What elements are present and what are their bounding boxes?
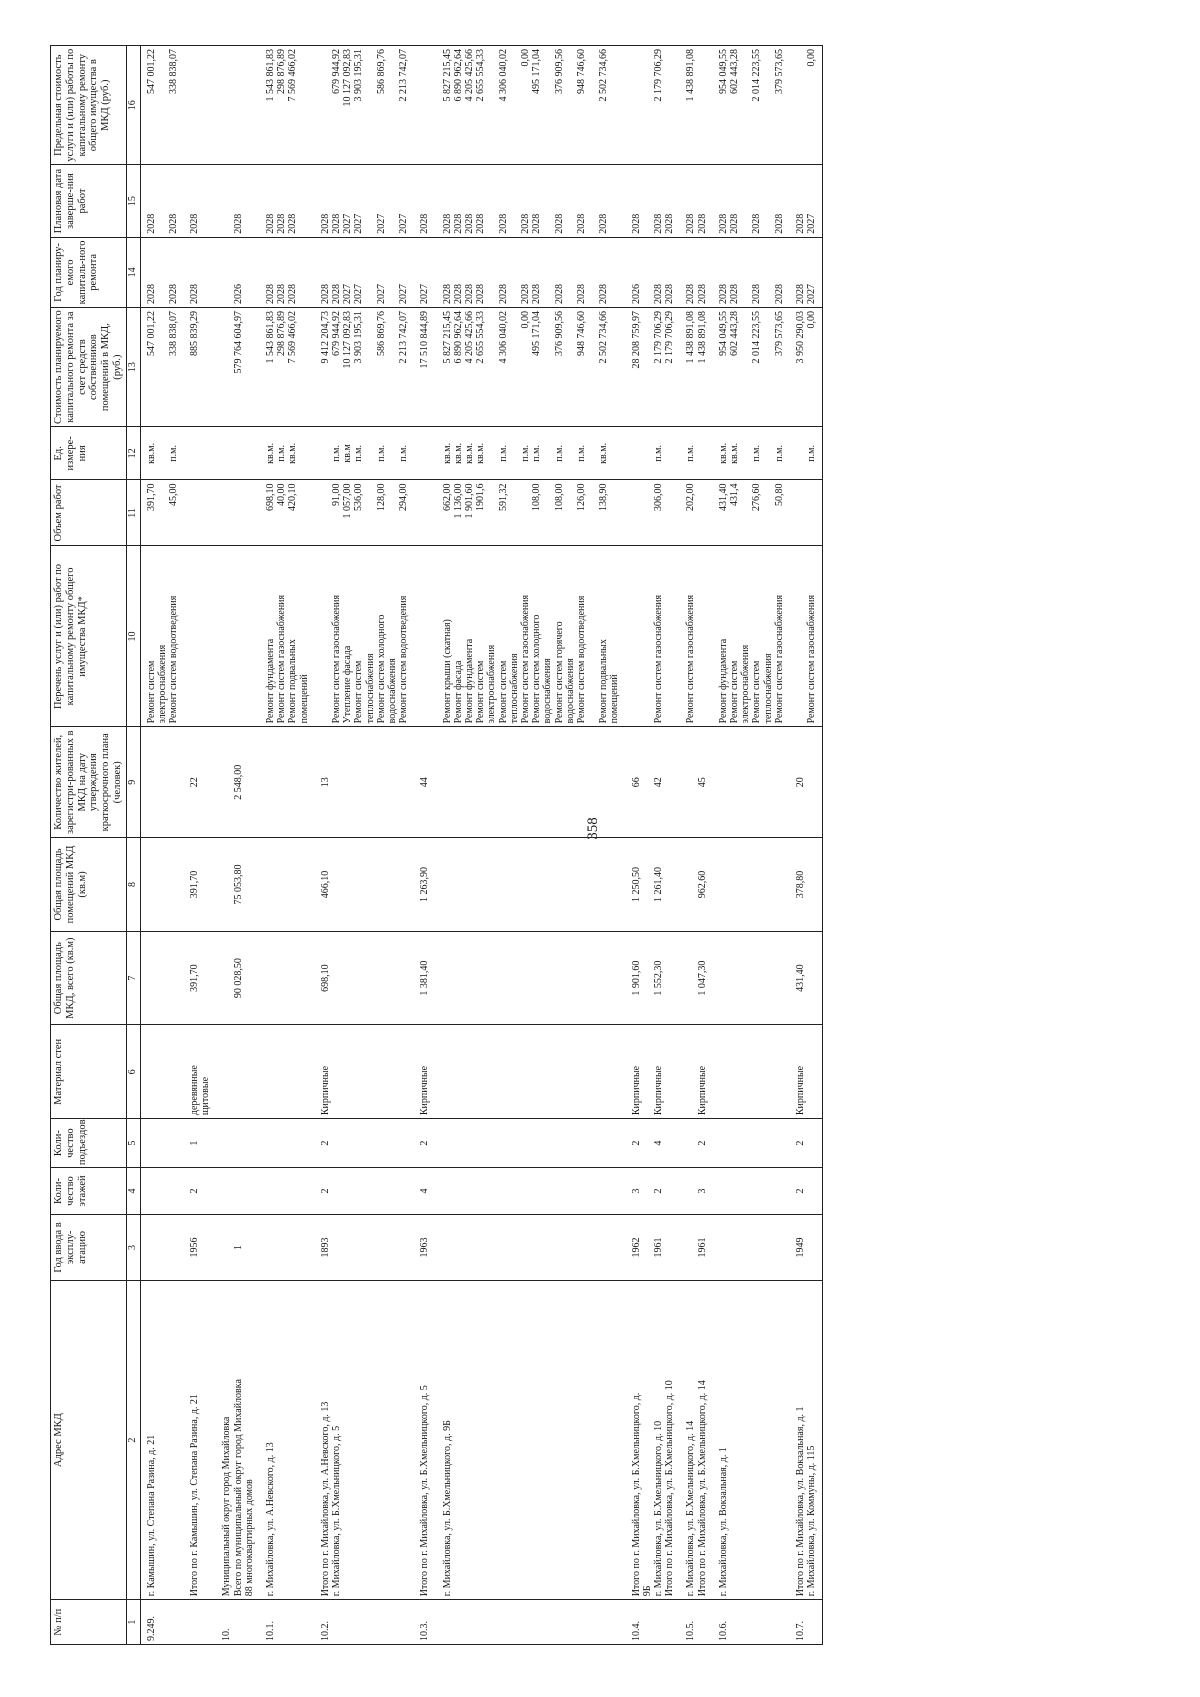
column-number: 13 [126, 308, 140, 427]
year-built-cell: 1949 [790, 1214, 823, 1280]
row-number: 10.4. [626, 1600, 681, 1645]
row-number: 10.7. [790, 1600, 823, 1645]
repair-year-cell: 2026 [216, 237, 260, 307]
premises-area-cell: 391,70 [184, 838, 216, 932]
cost-cell: 579 764 604,97 [216, 308, 260, 427]
unit-cell [184, 427, 216, 480]
cost-cell: 1 543 861,83 298 876,89 7 569 466,02 [260, 308, 315, 427]
max-cost-cell: 2 179 706,29 [626, 46, 681, 165]
column-number: 10 [126, 546, 140, 727]
cost-cell: 9 412 204,73 679 944,92 10 127 092,83 3 903 195,31 586 869,76 2 213 742,07 [315, 308, 415, 427]
works-list-cell: Ремонт фундамента Ремонт систем электроснабжения Ремонт систем теплоснабжения Ремонт систем газоснабжения [713, 546, 790, 727]
address-cell: г. Камышин, ул. Степана Разина, д. 21 [140, 1280, 184, 1599]
premises-area-cell: 75 053,80 [216, 838, 260, 932]
repair-year-cell: 2028 2028 2028 [260, 237, 315, 307]
column-number: 8 [126, 838, 140, 932]
address-cell: г. Михайловка, ул. А.Невского, д. 13 [260, 1280, 315, 1599]
floors-cell: 2 [315, 1168, 415, 1215]
completion-date-cell: 2028 [216, 165, 260, 237]
header-cell: Коли-чество этажей [51, 1168, 127, 1215]
header-cell: Общая площадь помещений МКД (кв.м) [51, 838, 127, 932]
row-number: 10.5. [680, 1600, 712, 1645]
address-cell: Итого по г. Михайловка, ул. Б.Хмельницкого, д. 5 г. Михайловка, ул. Б.Хмельницкого, д. 9Б [414, 1280, 625, 1599]
max-cost-cell: 1 543 861,83 298 876,89 7 569 466,02 [260, 46, 315, 165]
entrances-cell [713, 1119, 790, 1168]
floors-cell [260, 1168, 315, 1215]
floors-cell: 2 [184, 1168, 216, 1215]
floors-cell: 2 [790, 1168, 823, 1215]
volume-cell [216, 480, 260, 546]
header-cell: Общая площадь МКД, всего (кв.м) [51, 931, 127, 1025]
repair-year-cell: 2028 2028 2028 2028 [713, 237, 790, 307]
works-list-cell: Ремонт систем электроснабжения Ремонт систем водоотведения [140, 546, 184, 727]
premises-area-cell: 1 250,50 1 261,40 [626, 838, 681, 932]
cost-cell: 885 839,29 [184, 308, 216, 427]
completion-date-cell: 2028 2028 [680, 165, 712, 237]
year-built-cell: 1961 [680, 1214, 712, 1280]
unit-cell: п.м. [790, 427, 823, 480]
year-built-cell: 1 [216, 1214, 260, 1280]
premises-area-cell [713, 838, 790, 932]
repair-year-cell: 2028 2028 2027 2027 2027 2027 [315, 237, 415, 307]
total-area-cell: 391,70 [184, 931, 216, 1025]
volume-cell: 202,00 [680, 480, 712, 546]
entrances-cell: 1 [184, 1119, 216, 1168]
repair-year-cell: 2028 [184, 237, 216, 307]
wall-material-cell: Кирпичные [414, 1025, 625, 1119]
year-built-cell [260, 1214, 315, 1280]
repair-year-cell: 2028 2028 [140, 237, 184, 307]
entrances-cell: 2 [680, 1119, 712, 1168]
max-cost-cell: 0,00 [790, 46, 823, 165]
unit-cell: кв.м. п.м. [140, 427, 184, 480]
wall-material-cell [713, 1025, 790, 1119]
wall-material-cell [260, 1025, 315, 1119]
row-number: 10.2. [315, 1600, 415, 1645]
repair-year-cell: 2028 2028 [680, 237, 712, 307]
premises-area-cell: 378,80 [790, 838, 823, 932]
table-row [315, 46, 415, 1645]
floors-cell [140, 1168, 184, 1215]
cost-cell: 1 438 891,08 1 438 891,08 [680, 308, 712, 427]
header-cell: Плановая дата заверше-ния работ [51, 165, 127, 237]
completion-date-cell: 2028 2028 2027 2027 2027 2027 [315, 165, 415, 237]
unit-cell [216, 427, 260, 480]
column-number: 14 [126, 237, 140, 307]
max-cost-cell [216, 46, 260, 165]
cost-cell: 547 001,22 338 838,07 [140, 308, 184, 427]
entrances-cell: 2 [315, 1119, 415, 1168]
volume-cell [790, 480, 823, 546]
cost-cell: 17 510 844,89 5 827 215,45 6 890 962,64 4 205 425,66 2 655 554,33 4 306 040,02 0,00 495 171,04 376 909,56 948 746,60 2 502 734,66 [414, 308, 625, 427]
year-built-cell: 1956 [184, 1214, 216, 1280]
volume-cell: 431,40 431,4 276,60 50,80 [713, 480, 790, 546]
residents-cell: 20 [790, 727, 823, 838]
volume-cell: 698,10 40,00 420,10 [260, 480, 315, 546]
row-number: 10.1. [260, 1600, 315, 1645]
residents-cell [140, 727, 184, 838]
table-row [790, 46, 823, 1645]
address-cell: г. Михайловка, ул. Вокзальная, д. 1 [713, 1280, 790, 1599]
address-cell: Итого по г. Михайловка, ул. Вокзальная, д. 1 г. Михайловка, ул. Коммуны, д. 115 [790, 1280, 823, 1599]
header-cell: Год планиру-емого капиталь-ного ремонта [51, 237, 127, 307]
residents-cell: 66 42 [626, 727, 681, 838]
completion-date-cell: 2028 2028 2028 2028 [713, 165, 790, 237]
completion-date-cell: 2028 2027 [790, 165, 823, 237]
table-row [260, 46, 315, 1645]
volume-cell: 391,70 45,00 [140, 480, 184, 546]
floors-cell [713, 1168, 790, 1215]
column-number: 16 [126, 46, 140, 165]
address-cell: Итого по г. Михайловка, ул. Б.Хмельницкого, д. 9Б г. Михайловка, ул. Б.Хмельницкого, д. 10 Итого по г. Михайловка, ул. Б.Хмельницкого, д. 10 [626, 1280, 681, 1599]
header-cell: Ед. измере-ния [51, 427, 127, 480]
column-number: 3 [126, 1214, 140, 1280]
entrances-cell: 2 4 [626, 1119, 681, 1168]
volume-cell [184, 480, 216, 546]
year-built-cell [140, 1214, 184, 1280]
total-area-cell: 698,10 [315, 931, 415, 1025]
max-cost-cell: 5 827 215,45 6 890 962,64 4 205 425,66 2 655 554,33 4 306 040,02 0,00 495 171,04 376 909,56 948 746,60 2 502 734,66 [414, 46, 625, 165]
premises-area-cell: 962,60 [680, 838, 712, 932]
column-number: 9 [126, 727, 140, 838]
premises-area-cell [260, 838, 315, 932]
total-area-cell: 1 381,40 [414, 931, 625, 1025]
max-cost-cell: 954 049,55 602 443,28 2 014 223,55 379 573,65 [713, 46, 790, 165]
column-number: 11 [126, 480, 140, 546]
volume-cell: 662,00 1 136,00 1 901,60 1901,6 591,32 108,00 108,00 126,00 138,90 [414, 480, 625, 546]
year-built-cell: 1962 1961 [626, 1214, 681, 1280]
completion-date-cell: 2028 2028 2028 [260, 165, 315, 237]
max-cost-cell: 1 438 891,08 [680, 46, 712, 165]
residents-cell: 44 [414, 727, 625, 838]
unit-cell: п.м. кв.м п.м. п.м. п.м. [315, 427, 415, 480]
header-cell: Адрес МКД [51, 1280, 127, 1599]
floors-cell [216, 1168, 260, 1215]
column-number: 6 [126, 1025, 140, 1119]
header-cell: Год ввода в эксплу-атацию [51, 1214, 127, 1280]
entrances-cell: 2 [790, 1119, 823, 1168]
entrances-cell [260, 1119, 315, 1168]
floors-cell: 3 [680, 1168, 712, 1215]
table-row [626, 46, 681, 1645]
completion-date-cell: 2028 2028 2028 [626, 165, 681, 237]
total-area-cell: 90 028,50 [216, 931, 260, 1025]
row-number [184, 1600, 216, 1645]
address-cell: г. Михайловка, ул. Б.Хмельницкого, д. 14 Итого по г. Михайловка, ул. Б.Хмельницкого, д. 14 [680, 1280, 712, 1599]
premises-area-cell: 466,10 [315, 838, 415, 932]
unit-cell: п.м. [626, 427, 681, 480]
residents-cell: 13 [315, 727, 415, 838]
year-built-cell: 1893 [315, 1214, 415, 1280]
wall-material-cell: Кирпичные [680, 1025, 712, 1119]
header-cell: Перечень услуг и (или) работ по капитальному ремонту общего имущества МКД* [51, 546, 127, 727]
header-cell: Материал стен [51, 1025, 127, 1119]
wall-material-cell: Кирпичные Кирпичные [626, 1025, 681, 1119]
entrances-cell [140, 1119, 184, 1168]
column-number: 12 [126, 427, 140, 480]
repair-year-cell: 2028 2027 [790, 237, 823, 307]
header-cell: Предельная стоимость услуги и (или) работы по капитальному ремонту общего имущества в МКД (руб.) [51, 46, 127, 165]
max-cost-cell [184, 46, 216, 165]
total-area-cell: 1 901,60 1 552,30 [626, 931, 681, 1025]
works-list-cell: Ремонт систем газоснабжения [790, 546, 823, 727]
row-number: 10.3. [414, 1600, 625, 1645]
address-cell: Итого по г. Михайловка, ул. А.Невского, д. 13 г. Михайловка, ул. Б.Хмельницкого, д. 5 [315, 1280, 415, 1599]
header-cell: № п/п [51, 1600, 127, 1645]
column-number: 15 [126, 165, 140, 237]
works-list-cell [184, 546, 216, 727]
wall-material-cell: деревянные щитовые [184, 1025, 216, 1119]
column-number-row [126, 46, 140, 1645]
completion-date-cell: 2028 2028 2028 2028 2028 2028 2028 2028 2028 2028 2028 [414, 165, 625, 237]
table-row [140, 46, 184, 1645]
header-cell: Количество жителей, зарегистри-рованных в МКД на дату утверждения краткосрочного плана (человек) [51, 727, 127, 838]
register-sheet [50, 45, 1130, 1645]
unit-cell: кв.м. кв.м. п.м. п.м. [713, 427, 790, 480]
column-number: 2 [126, 1280, 140, 1599]
column-number: 7 [126, 931, 140, 1025]
wall-material-cell [216, 1025, 260, 1119]
capital-repair-table [50, 45, 823, 1645]
floors-cell: 4 [414, 1168, 625, 1215]
residents-cell: 45 [680, 727, 712, 838]
column-number: 4 [126, 1168, 140, 1215]
cost-cell: 954 049,55 602 443,28 2 014 223,55 379 573,65 [713, 308, 790, 427]
wall-material-cell: Кирпичные [790, 1025, 823, 1119]
works-list-cell: Ремонт систем газоснабжения [626, 546, 681, 727]
residents-cell [260, 727, 315, 838]
table-row [680, 46, 712, 1645]
repair-year-cell: 2027 2028 2028 2028 2028 2028 2028 2028 2028 2028 2028 [414, 237, 625, 307]
total-area-cell [140, 931, 184, 1025]
row-number: 10.6. [713, 1600, 790, 1645]
column-number: 5 [126, 1119, 140, 1168]
header-cell: Стоимость планируемого капитального ремонта за счет средств собственников помещений в МКД, (руб.) [51, 308, 127, 427]
completion-date-cell: 2028 [184, 165, 216, 237]
cost-cell: 28 208 759,97 2 179 706,29 2 179 706,29 [626, 308, 681, 427]
premises-area-cell [140, 838, 184, 932]
unit-cell: кв.м. кв.м. кв.м. кв.м. п.м. п.м. п.м. п.м. п.м. кв.м. [414, 427, 625, 480]
year-built-cell [713, 1214, 790, 1280]
row-number: 9.249. [140, 1600, 184, 1645]
volume-cell: 306,00 [626, 480, 681, 546]
year-built-cell: 1963 [414, 1214, 625, 1280]
wall-material-cell [140, 1025, 184, 1119]
header-row [51, 46, 127, 1645]
address-cell: Муниципальный округ город Михайловка Всего по муниципальный округ город Михайловка 88 многоквартирных домов [216, 1280, 260, 1599]
entrances-cell [216, 1119, 260, 1168]
works-list-cell: Ремонт крыши (скатная) Ремонт фасада Ремонт фундамента Ремонт систем электроснабжения Ремонт систем теплоснабжения Ремонт систем газоснабжения Ремонт систем холодного водоснабжения Ремонт систем горячего водоснабжения Ремонт систем водоотведения Ремонт подвальных помещений [414, 546, 625, 727]
total-area-cell: 431,40 [790, 931, 823, 1025]
residents-cell [713, 727, 790, 838]
table-row [414, 46, 625, 1645]
header-cell: Коли-чество подъездов [51, 1119, 127, 1168]
max-cost-cell: 679 944,92 10 127 092,83 3 903 195,31 586 869,76 2 213 742,07 [315, 46, 415, 165]
max-cost-cell: 547 001,22 338 838,07 [140, 46, 184, 165]
total-area-cell [260, 931, 315, 1025]
header-cell: Объем работ [51, 480, 127, 546]
residents-cell: 2 548,00 [216, 727, 260, 838]
page-number: 358 [584, 817, 601, 840]
completion-date-cell: 2028 2028 [140, 165, 184, 237]
entrances-cell: 2 [414, 1119, 625, 1168]
table-row [216, 46, 260, 1645]
repair-year-cell: 2026 2028 2028 [626, 237, 681, 307]
total-area-cell [713, 931, 790, 1025]
unit-cell: п.м. [680, 427, 712, 480]
table-row [713, 46, 790, 1645]
works-list-cell [216, 546, 260, 727]
floors-cell: 3 2 [626, 1168, 681, 1215]
row-number: 10. [216, 1600, 260, 1645]
total-area-cell: 1 047,30 [680, 931, 712, 1025]
wall-material-cell: Кирпичные [315, 1025, 415, 1119]
volume-cell: 91,00 1 057,00 536,00 128,00 294,00 [315, 480, 415, 546]
works-list-cell: Ремонт систем газоснабжения Утепление фасада Ремонт систем теплоснабжения Ремонт систем холодного водоснабжения Ремонт систем водоотведения [315, 546, 415, 727]
column-number: 1 [126, 1600, 140, 1645]
residents-cell: 22 [184, 727, 216, 838]
table-row [184, 46, 216, 1645]
premises-area-cell: 1 263,90 [414, 838, 625, 932]
cost-cell: 3 950 290,03 0,00 [790, 308, 823, 427]
works-list-cell: Ремонт систем газоснабжения [680, 546, 712, 727]
address-cell: Итого по г. Камышин, ул. Степана Разина, д. 21 [184, 1280, 216, 1599]
unit-cell: кв.м. п.м. кв.м. [260, 427, 315, 480]
works-list-cell: Ремонт фундамента Ремонт систем газоснабжения Ремонт подвальных помещений [260, 546, 315, 727]
